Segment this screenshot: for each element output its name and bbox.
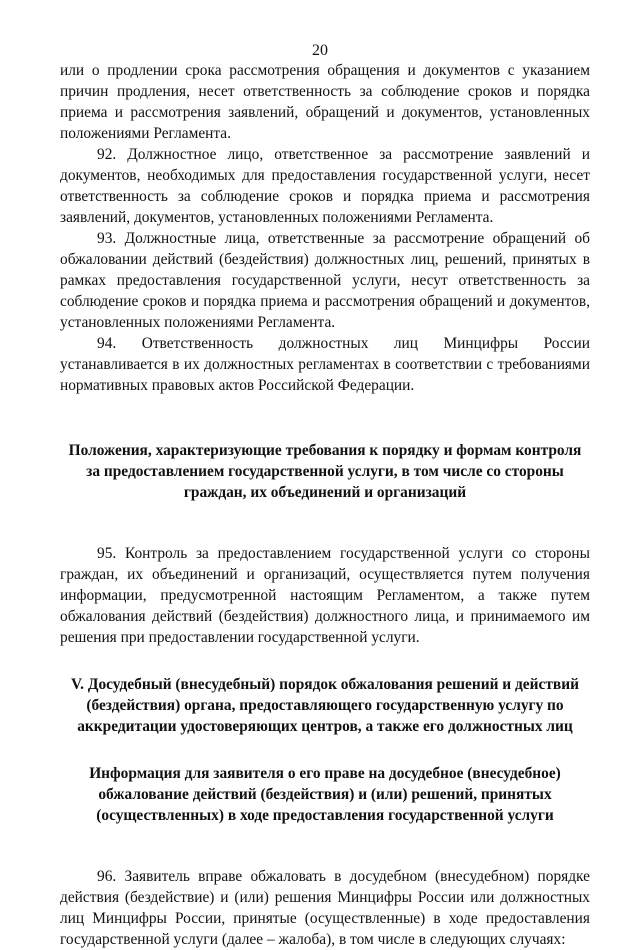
heading-applicant-info: Информация для заявителя о его праве на досудебное (внесудебное) обжалование действий (бездействия) и (или) решений, принятых (осуществленных) в ходе предоставления государственной услуги [89, 765, 561, 824]
spacer [60, 503, 590, 543]
spacer [60, 396, 590, 440]
paragraph-95: 95. Контроль за предоставлением государственной услуги со стороны граждан, их объединений и организаций, осуществляется путем получения информации, предусмотренной настоящим Регламентом, а также путем обжалования действий (бездействия) должностного лица, и принимаемого им решения при предоставлении государственной услуги. [60, 545, 590, 646]
spacer [60, 826, 590, 866]
heading-section-v: V. Досудебный (внесудебный) порядок обжалования решений и действий (бездействия) органа, предоставляющего государственную услугу по аккредитации удостоверяющих центров, а также его должностных лиц [71, 676, 579, 735]
paragraph-96: 96. Заявитель вправе обжаловать в досудебном (внесудебном) порядке действия (бездействие) и (или) решения Минцифры России или должностных лиц Минцифры России, принятые (осуществленные) в ходе предоставления государственной услуги (далее – жалоба), в том числе в следующих случаях: [60, 868, 590, 948]
spacer [60, 737, 590, 763]
paragraph-continuation: или о продлении срока рассмотрения обращения и документов с указанием причин продления, несет ответственность за соблюдение сроков и порядка приема и рассмотрения заявлений, обращений и документов, установленных положениями Регламента. [60, 62, 590, 142]
paragraph-93: 93. Должностные лица, ответственные за рассмотрение обращений об обжаловании действий (бездействия) должностных лиц, решений, принятых в рамках предоставления государственной услуги, несут ответственность за соблюдение сроков и порядка приема и рассмотрения обращений и документов, установленных положениями Регламента. [60, 230, 590, 331]
document-body [60, 60, 590, 950]
paragraph-92: 92. Должностное лицо, ответственное за рассмотрение заявлений и документов, необходимых для предоставления государственной услуги, несет ответственность за соблюдение сроков и порядка приема и рассмотрения заявлений, документов, установленных положениями Регламента. [60, 146, 590, 226]
paragraph-94: 94. Ответственность должностных лиц Минцифры России устанавливается в их должностных регламентах в соответствии с требованиями нормативных правовых актов Российской Федерации. [60, 335, 590, 394]
spacer [60, 648, 590, 674]
heading-control-requirements: Положения, характеризующие требования к порядку и формам контроля за предоставлением государственной услуги, в том числе со стороны граждан, их объединений и организаций [68, 442, 582, 501]
page-number: 20 [312, 42, 328, 59]
